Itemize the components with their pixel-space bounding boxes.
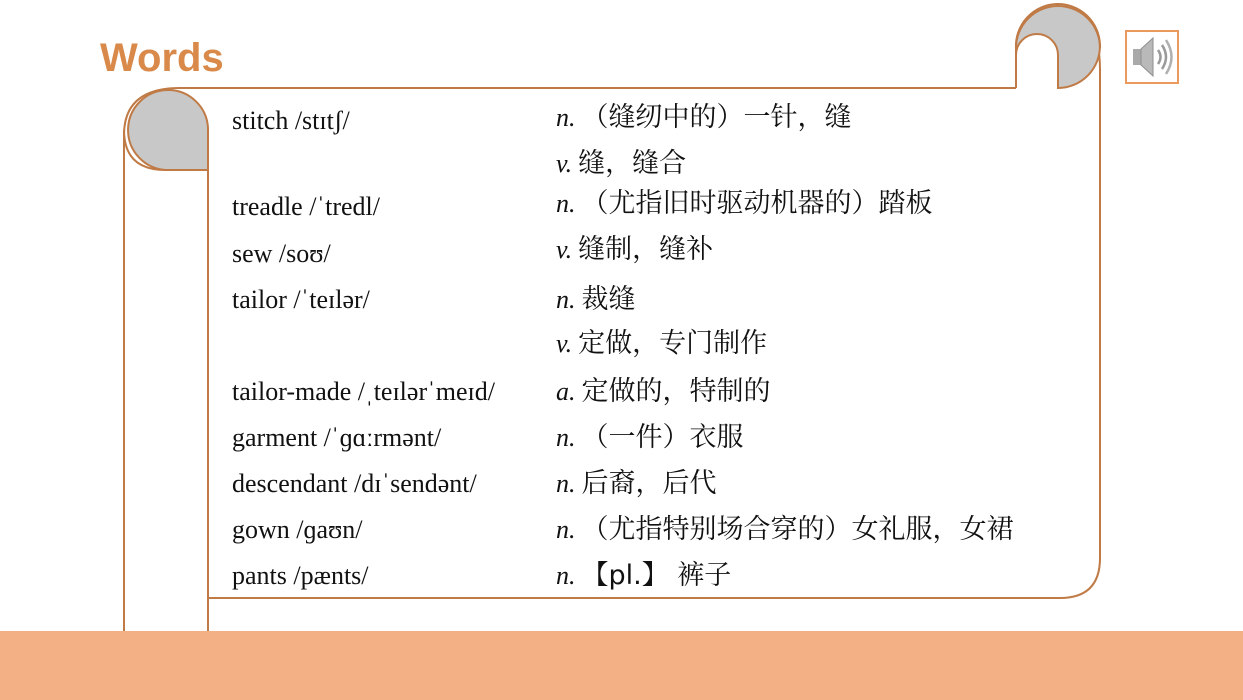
vocab-word: tailor-made /ˌteɪlərˈmeɪd/	[232, 377, 495, 406]
vocab-definition	[556, 188, 933, 220]
part-of-speech: v.	[556, 149, 573, 178]
part-of-speech: n.	[556, 103, 576, 132]
vocab-definition	[556, 284, 636, 316]
meaning: （缝纫中的）一针，缝	[581, 102, 852, 133]
vocab-definition	[556, 328, 767, 360]
vocab-definition	[556, 376, 771, 408]
part-of-speech: v.	[556, 235, 573, 264]
vocab-row	[0, 330, 1243, 370]
vocab-word: descendant /dɪˈsendənt/	[232, 469, 477, 498]
vocab-row	[0, 514, 1243, 554]
vocab-definition	[556, 422, 744, 454]
vocab-row	[0, 284, 1243, 324]
vocab-word: treadle /ˈtredl/	[232, 192, 380, 221]
footer-band	[0, 631, 1243, 700]
vocab-word: garment /ˈɡɑːrmənt/	[232, 423, 442, 452]
part-of-speech: v.	[556, 329, 573, 358]
audio-button[interactable]	[1125, 30, 1179, 84]
part-of-speech: n.	[556, 469, 576, 498]
vocab-definition	[556, 468, 717, 500]
meaning: 定做的，特制的	[581, 376, 771, 407]
vocab-definition	[556, 148, 686, 180]
vocab-definition	[556, 514, 1014, 546]
meaning: 后裔，后代	[581, 468, 717, 499]
meaning: 【pl.】 裤子	[581, 560, 732, 591]
part-of-speech: n.	[556, 515, 576, 544]
vocab-row	[0, 422, 1243, 462]
meaning: 定做，专门制作	[578, 328, 768, 359]
vocab-word: stitch /stɪtʃ/	[232, 106, 350, 135]
meaning: （一件）衣服	[581, 422, 744, 453]
part-of-speech: n.	[556, 189, 576, 218]
vocab-row	[0, 188, 1243, 234]
meaning: 缝，缝合	[578, 148, 687, 179]
vocab-definition	[556, 560, 731, 592]
part-of-speech: n.	[556, 285, 576, 314]
slide-title: Words	[100, 36, 224, 80]
vocab-word: tailor /ˈteɪlər/	[232, 285, 370, 314]
part-of-speech: n.	[556, 423, 576, 452]
vocab-row	[0, 234, 1243, 278]
vocab-word: gown /ɡaʊn/	[232, 515, 363, 544]
meaning: （尤指特别场合穿的）女礼服，女裙	[581, 514, 1014, 545]
vocab-row	[0, 376, 1243, 416]
meaning: 缝制，缝补	[578, 234, 714, 265]
vocab-row	[0, 102, 1243, 142]
vocab-row	[0, 468, 1243, 508]
speaker-icon	[1127, 32, 1177, 82]
meaning: 裁缝	[581, 284, 636, 315]
vocab-definition	[556, 234, 713, 266]
meaning: （尤指旧时驱动机器的）踏板	[581, 188, 933, 219]
vocab-definition	[556, 102, 852, 134]
vocab-row	[0, 148, 1243, 188]
vocab-word: pants /pænts/	[232, 561, 369, 590]
part-of-speech: n.	[556, 561, 576, 590]
vocab-word: sew /soʊ/	[232, 239, 331, 268]
part-of-speech: a.	[556, 377, 576, 406]
vocab-row	[0, 560, 1243, 600]
